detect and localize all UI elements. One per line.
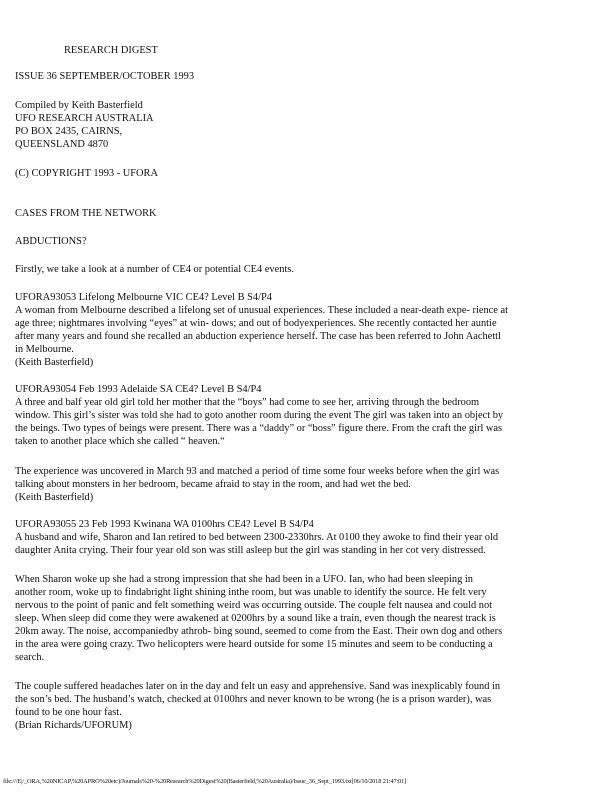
compiler-line: Compiled by Keith Basterfield — [15, 100, 143, 111]
issue-line: ISSUE 36 SEPTEMBER/OCTOBER 1993 — [15, 71, 195, 82]
case-text-line: The experience was uncovered in March 93 and matched a period of time some four weeks before when the girl was — [15, 466, 500, 477]
case-heading: UFORA93054 Feb 1993 Adelaide SA CE4? Level B S4/P4 — [15, 384, 262, 395]
case-text-line: nervous to the point of panic and felt something weird was occurring outside. The couple felt nausea and could not — [15, 600, 493, 611]
case-text-line: The couple suffered headaches later on in the day and felt un easy and apprehensive. Sand was inexplicably found in — [15, 681, 501, 692]
case-text-line: in the area were going crazy. Two helicopters were heard outside for some 15 minutes and seem to be conducting a — [15, 639, 493, 650]
digest-title: RESEARCH DIGEST — [64, 45, 158, 56]
case-text-line: the beings. Two types of beings were present. There was a “daddy” or “boss” figure there. From the craft the girl was — [15, 423, 503, 434]
section-subheading: ABDUCTIONS? — [15, 236, 87, 247]
copyright-line: (C) COPYRIGHT 1993 - UFORA — [15, 168, 158, 179]
case-credit: (Keith Basterfield) — [15, 357, 94, 368]
case-text-line: A husband and wife, Sharon and Ian retired to bed between 2300-2330hrs. At 0100 they awoke to find their year old — [15, 532, 499, 543]
case-text-line: in Melbourne. — [15, 344, 74, 355]
case-text-line: sleep. When sleep did come they were awakened at 0200hrs by a sound like a train, even though the nearest track is — [15, 613, 496, 624]
address-line: PO BOX 2435, CAIRNS, — [15, 126, 123, 137]
case-text-line: the son’s bed. The husband’s watch, checked at 0100hrs and never known to be wrong (he is a prison warder), was — [15, 694, 492, 705]
case-text-line: window. This girl’s sister was told she had to goto another room during the event The girl was taken into an object by — [15, 410, 504, 421]
case-text-line: found to be one hour fast. — [15, 707, 122, 718]
case-text-line: When Sharon woke up she had a strong impression that she had been in a UFO. Ian, who had been sleeping in — [15, 574, 473, 585]
case-text-line: A woman from Melbourne described a lifelong set of unusual experiences. These included a near-death expe- rience at — [15, 305, 508, 316]
file-path-footer: file:///E|/_ORA,%20NICAP,%20APRO%20etc)/Journals%20-%20Research%20Digest%20(Basterfield,%20Australia)/Issue_36_Sept_1993.txt[06/10/2018 21:47:01] — [3, 778, 407, 785]
case-heading: UFORA93053 Lifelong Melbourne VIC CE4? Level B S4/P4 — [15, 292, 272, 303]
case-text-line: search. — [15, 652, 45, 663]
intro-paragraph: Firstly, we take a look at a number of CE4 or potential CE4 events. — [15, 264, 294, 275]
case-text-line: A three and balf year old girl told her mother that the “boys” had come to see her, arriving through the bedroom — [15, 397, 480, 408]
case-text-line: talking about monsters in her bedroom, became afraid to stay in the room, and had wet the bed. — [15, 479, 411, 490]
address-line: QUEENSLAND 4870 — [15, 139, 109, 150]
case-heading: UFORA93055 23 Feb 1993 Kwinana WA 0100hrs CE4? Level B S4/P4 — [15, 519, 314, 530]
case-text-line: 20km away. The noise, accompaniedby athrob- bing sound, seemed to come from the East. Their own dog and others — [15, 626, 503, 637]
case-text-line: after many years and found she recalled an abduction experience herself. The case has been referred to John Aachettl — [15, 331, 501, 342]
address-line: UFO RESEARCH AUSTRALIA — [15, 113, 154, 124]
section-heading: CASES FROM THE NETWORK — [15, 208, 157, 219]
case-text-line: daughter Anita crying. Their four year old son was still asleep but the girl was standing in her cot very distressed. — [15, 545, 486, 556]
case-text-line: age three; nightmares involving “eyes” at win- dows; and out of bodyexperiences. She recently contacted her auntie — [15, 318, 497, 329]
case-credit: (Keith Basterfield) — [15, 492, 94, 503]
case-text-line: another room, woke up to findabright light shining inthe room, but was unable to identify the source. He felt very — [15, 587, 487, 598]
case-text-line: taken to another place which she called “ heaven.“ — [15, 436, 225, 447]
case-credit: (Brian Richards/UFORUM) — [15, 720, 132, 731]
